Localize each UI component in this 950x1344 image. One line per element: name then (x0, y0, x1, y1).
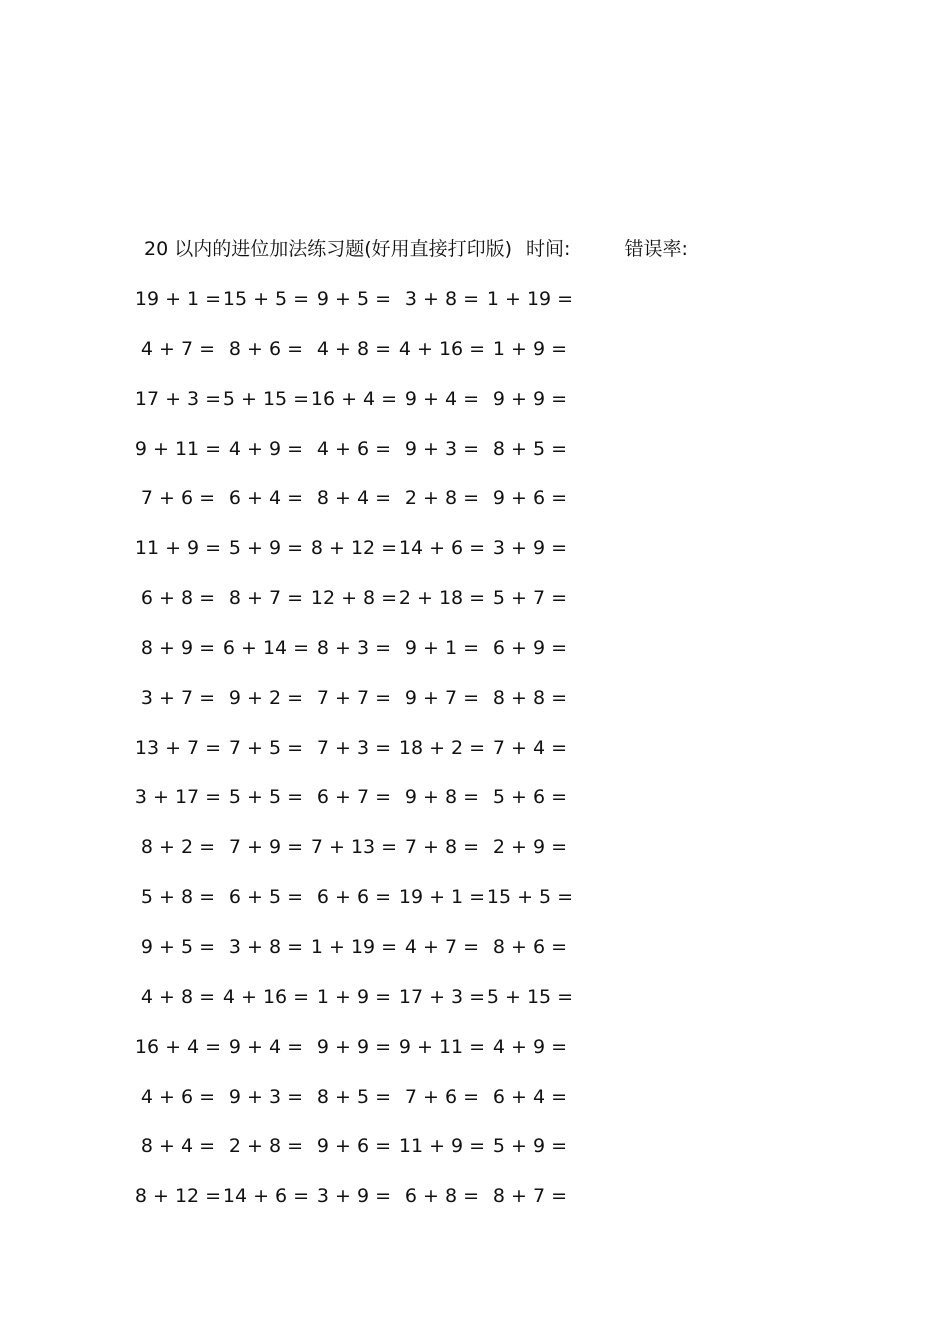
problem-item: 8 + 12 = (134, 1185, 222, 1208)
problem-item: 3 + 9 = (316, 1185, 392, 1208)
problem-item: 6 + 8 = (140, 587, 216, 610)
problem-item: 16 + 4 = (310, 387, 398, 410)
problem-item: 3 + 9 = (492, 537, 568, 560)
problem-item: 9 + 5 = (316, 288, 392, 310)
problem-item: 19 + 1 = (134, 288, 222, 310)
problem-item: 17 + 3 = (134, 387, 222, 410)
problem-item: 1 + 9 = (492, 337, 568, 360)
problem-item: 4 + 6 = (140, 1085, 216, 1108)
problem-item: 9 + 11 = (134, 437, 222, 460)
problem-item: 6 + 9 = (492, 636, 568, 659)
problem-item: 5 + 6 = (492, 786, 568, 809)
problem-item: 6 + 14 = (222, 636, 310, 659)
problem-item: 9 + 2 = (228, 686, 304, 709)
problem-item: 1 + 19 = (310, 935, 398, 958)
problem-item: 7 + 4 = (492, 736, 568, 759)
problem-item: 2 + 8 = (228, 1135, 304, 1158)
problem-item: 5 + 8 = (140, 886, 216, 909)
problem-item: 5 + 9 = (492, 1135, 568, 1158)
problem-item: 2 + 18 = (398, 587, 486, 610)
problem-item: 11 + 9 = (134, 537, 222, 560)
problem-item: 13 + 7 = (134, 736, 222, 759)
problem-item: 15 + 5 = (486, 886, 574, 909)
problem-item: 5 + 7 = (492, 587, 568, 610)
problem-item: 1 + 9 = (316, 985, 392, 1008)
problem-item: 6 + 7 = (316, 786, 392, 809)
problem-item: 6 + 4 = (228, 487, 304, 510)
problem-item: 9 + 8 = (404, 786, 480, 809)
problem-item: 9 + 9 = (316, 1035, 392, 1058)
problem-item: 9 + 9 = (492, 387, 568, 410)
problem-item: 7 + 9 = (228, 836, 304, 859)
problem-item: 9 + 7 = (404, 686, 480, 709)
problem-item: 8 + 4 = (140, 1135, 216, 1158)
problem-item: 7 + 6 = (140, 487, 216, 510)
problem-item: 19 + 1 = (398, 886, 486, 909)
problem-item: 8 + 8 = (492, 686, 568, 709)
problem-item: 17 + 3 = (398, 985, 486, 1008)
problem-item: 2 + 8 = (404, 487, 480, 510)
problem-item: 6 + 4 = (492, 1085, 568, 1108)
problem-item: 9 + 3 = (404, 437, 480, 460)
problem-item: 8 + 5 = (316, 1085, 392, 1108)
problem-item: 8 + 2 = (140, 836, 216, 859)
problem-item: 15 + 5 = (222, 288, 310, 310)
problem-item: 4 + 16 = (398, 337, 486, 360)
problem-item: 4 + 6 = (316, 437, 392, 460)
problem-item: 7 + 3 = (316, 736, 392, 759)
problem-item: 8 + 5 = (492, 437, 568, 460)
worksheet-title: 20 以内的进位加法练习题(好用直接打印版) (144, 238, 513, 260)
problem-item: 3 + 7 = (140, 686, 216, 709)
problem-item: 6 + 8 = (404, 1185, 480, 1208)
problem-item: 6 + 6 = (316, 886, 392, 909)
problem-item: 9 + 3 = (228, 1085, 304, 1108)
problem-item: 11 + 9 = (398, 1135, 486, 1158)
problem-item: 4 + 8 = (316, 337, 392, 360)
problem-item: 12 + 8 = (310, 587, 398, 610)
problem-item: 5 + 15 = (222, 387, 310, 410)
problem-item: 14 + 6 = (398, 537, 486, 560)
problem-item: 8 + 12 = (310, 537, 398, 560)
error-rate-label: 错误率: (624, 238, 688, 260)
problem-item: 9 + 1 = (404, 636, 480, 659)
problem-item: 9 + 4 = (228, 1035, 304, 1058)
problem-item: 8 + 6 = (492, 935, 568, 958)
problem-item: 4 + 8 = (140, 985, 216, 1008)
problem-item: 4 + 9 = (492, 1035, 568, 1058)
problem-item: 9 + 6 = (492, 487, 568, 510)
worksheet-header (144, 236, 688, 262)
problem-item: 7 + 5 = (228, 736, 304, 759)
time-label: 时间: (526, 238, 571, 260)
problem-item: 8 + 4 = (316, 487, 392, 510)
problem-item: 8 + 3 = (316, 636, 392, 659)
problem-item: 7 + 7 = (316, 686, 392, 709)
problem-item: 14 + 6 = (222, 1185, 310, 1208)
problem-item: 8 + 6 = (228, 337, 304, 360)
problem-item: 8 + 9 = (140, 636, 216, 659)
problem-item: 4 + 7 = (140, 337, 216, 360)
problem-item: 18 + 2 = (398, 736, 486, 759)
problem-item: 5 + 9 = (228, 537, 304, 560)
problem-item: 3 + 17 = (134, 786, 222, 809)
problem-item: 8 + 7 = (492, 1185, 568, 1208)
problem-item: 3 + 8 = (228, 935, 304, 958)
problem-item: 9 + 5 = (140, 935, 216, 958)
problem-item: 5 + 5 = (228, 786, 304, 809)
problem-item: 7 + 6 = (404, 1085, 480, 1108)
problem-item: 16 + 4 = (134, 1035, 222, 1058)
problem-item: 1 + 19 = (486, 288, 574, 310)
problem-item: 6 + 5 = (228, 886, 304, 909)
problem-item: 9 + 6 = (316, 1135, 392, 1158)
problem-item: 4 + 16 = (222, 985, 310, 1008)
problem-item: 7 + 8 = (404, 836, 480, 859)
problem-item: 7 + 13 = (310, 836, 398, 859)
problem-item: 9 + 11 = (398, 1035, 486, 1058)
problem-item: 9 + 4 = (404, 387, 480, 410)
problem-item: 5 + 15 = (486, 985, 574, 1008)
problem-item: 3 + 8 = (404, 288, 480, 310)
problem-item: 2 + 9 = (492, 836, 568, 859)
problem-item: 4 + 9 = (228, 437, 304, 460)
problem-item: 8 + 7 = (228, 587, 304, 610)
problem-item: 4 + 7 = (404, 935, 480, 958)
